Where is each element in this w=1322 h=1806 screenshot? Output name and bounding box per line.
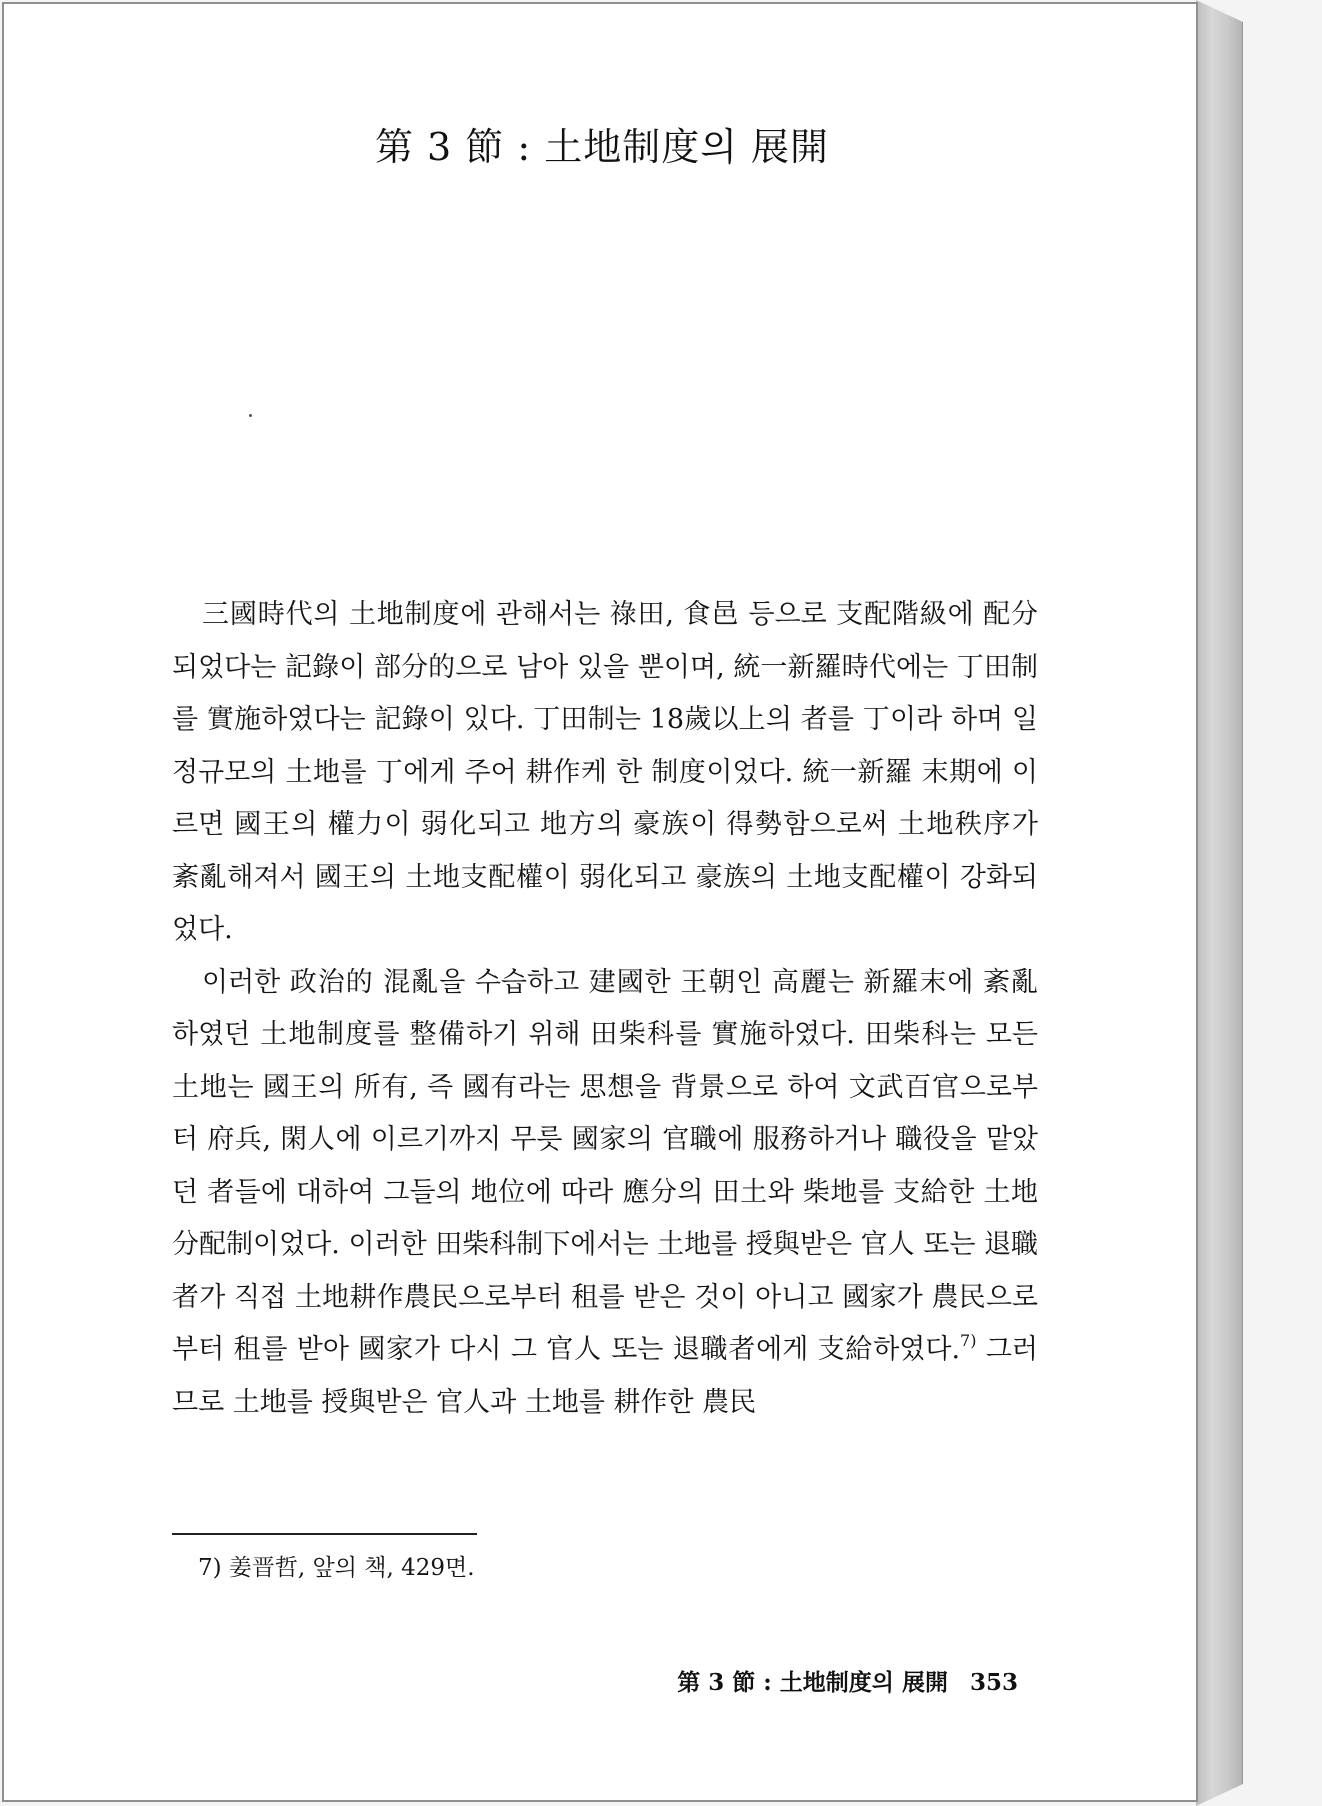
page-stack-edge [1196,0,1243,1806]
running-footer [677,1664,1018,1697]
footnote: 7) 姜晋哲, 앞의 책, 429면. [198,1555,475,1581]
footnote-divider [172,1533,477,1535]
paragraph-2 [172,957,1038,1430]
page-number: 353 [969,1669,1018,1696]
book-page [2,2,1198,1802]
body-text [172,589,1038,1429]
running-title: 第 3 節 : 土地制度의 展開 [677,1669,948,1696]
paragraph-1 [172,589,1038,957]
footnote-reference[interactable]: 7) [960,1331,977,1350]
paragraph-1-text: 三國時代의 土地制度에 관해서는 祿田, 食邑 등으로 支配階級에 配分되었다는 記錄이 部分的으로 남아 있을 뿐이며, 統一新羅時代에는 丁田制를 實施하였다는 記錄이 있다. 丁田制는 18歲以上의 者를 丁이라 하며 일정규모의 土地를 丁에게 주어 耕作케 한 制度이었다. 統一新羅 末期에 이르면 國王의 權力이 弱化되고 地方의 豪族이 得勢함으로써 土地秩序가 紊亂해져서 國王의 土地支配權이 弱化되고 豪族의 土地支配權이 강화되었다. [172,599,1038,945]
paragraph-2-text: 이러한 政治的 混亂을 수습하고 建國한 王朝인 高麗는 新羅末에 紊亂하였던 土地制度를 整備하기 위해 田柴科를 實施하였다. 田柴科는 모든 土地는 國王의 所有, 즉 國有라는 思想을 背景으로 하여 文武百官으로부터 府兵, 閑人에 이르기까지 무릇 國家의 官職에 服務하거나 職役을 맡았던 者들에 대하여 그들의 地位에 따라 應分의 田土와 柴地를 支給한 土地分配制이었다. 이러한 田柴科制下에서는 土地를 授與받은 官人 또는 退職者가 직접 土地耕作農民으로부터 租를 받은 것이 아니고 國家가 農民으로부터 租를 받아 國家가 다시 그 官人 또는 退職者에게 支給하였다. [172,966,1038,1365]
scan-speck [249,414,252,417]
chapter-title: 第 3 節 : 土地制度의 展開 [374,125,830,169]
paragraph-2-continuation: 그러므로 土地를 授與받은 官人과 土地를 耕作한 農民 [172,1334,1038,1418]
